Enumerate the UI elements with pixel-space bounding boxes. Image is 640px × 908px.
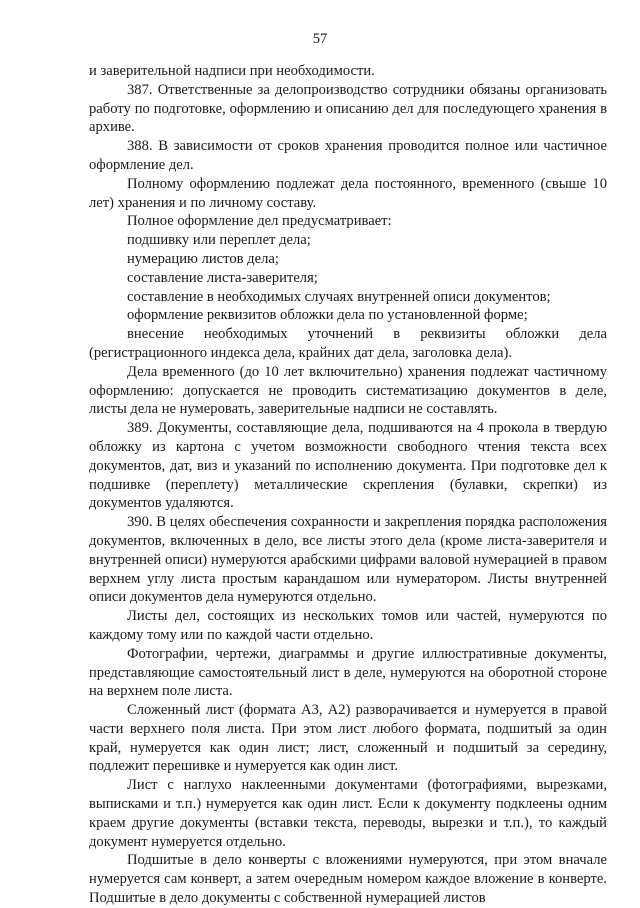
paragraph: 387. Ответственные за делопроизводство сотрудники обязаны организовать работу по подготовке, оформлению и описанию дел для последующего хранения в архиве. — [89, 81, 607, 136]
paragraph: 390. В целях обеспечения сохранности и закрепления порядка расположения документов, включенных в дело, все листы этого дела (кроме листа-заверителя и внутренней описи) нумеруются арабскими цифрами валовой нумерацией в правом верхнем углу листа простым карандашом или нумератором. Листы внутренней описи документов дела нумеруются отдельно. — [89, 514, 607, 606]
paragraph: Полному оформлению подлежат дела постоянного, временного (свыше 10 лет) хранения и по личному составу. — [89, 175, 607, 211]
paragraph: Дела временного (до 10 лет включительно) хранения подлежат частичному оформлению: допускается не проводить систематизацию документов в деле, листы дела не нумеровать, заверительные надписи не составлять. — [89, 363, 607, 418]
paragraph: 389. Документы, составляющие дела, подшиваются на 4 прокола в твердую обложку из картона с учетом возможности свободного чтения текста всех документов, дат, виз и указаний по исполнению документа. При подготовке дел к подшивке (переплету) металлические скрепления (булавки, скрепки) из документов удаляются. — [89, 420, 607, 512]
paragraph: нумерацию листов дела; — [127, 250, 279, 267]
paragraph: Сложенный лист (формата А3, А2) разворачивается и нумеруется в правой части верхнего поля листа. При этом лист любого формата, подшитый за один край, нумеруется как один лист; лист, сложенный и подшитый за середину, подлежит перешивке и нумеруется как один лист. — [89, 702, 607, 775]
paragraph: составление в необходимых случаях внутренней описи документов; — [127, 288, 551, 305]
paragraph: 388. В зависимости от сроков хранения проводится полное или частичное оформление дел. — [89, 138, 607, 173]
paragraph: внесение необходимых уточнений в реквизиты обложки дела (регистрационного индекса дела, крайних дат дела, заголовка дела). — [89, 326, 607, 361]
paragraph: составление листа-заверителя; — [127, 269, 318, 286]
paragraph: оформление реквизитов обложки дела по установленной форме; — [127, 307, 528, 324]
paragraph: Листы дел, состоящих из нескольких томов или частей, нумеруются по каждому тому или по каждой части отдельно. — [89, 608, 607, 643]
paragraph: Подшитые в дело конверты с вложениями нумеруются, при этом вначале нумеруется сам конверт, а затем очередным номером каждое вложение в конверте. Подшитые в дело документы с собственной нумерацией листов — [89, 852, 607, 907]
page-number: 57 — [312, 31, 328, 47]
body-text — [89, 62, 607, 908]
paragraph: подшивку или переплет дела; — [127, 232, 311, 249]
paragraph: Фотографии, чертежи, диаграммы и другие иллюстративные документы, представляющие самостоятельный лист в деле, нумеруются на оборотной стороне на верхнем поле листа. — [89, 645, 607, 700]
paragraph: и заверительной надписи при необходимости. — [89, 63, 375, 79]
paragraph: Лист с наглухо наклеенными документами (фотографиями, вырезками, выписками и т.п.) нумеруется как один лист. Если к документу подклеены одним краем другие документы (вставки текста, переводы, вырезки и т.п.), то каждый документ нумеруется отдельно. — [89, 777, 607, 850]
paragraph: Полное оформление дел предусматривает: — [127, 213, 392, 230]
